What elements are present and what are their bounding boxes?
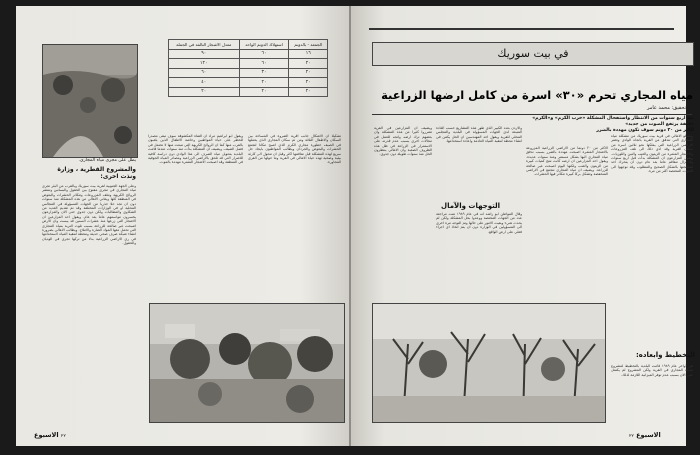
left-col-text-narrow: وعلى الجهة الجنوبية لقرية بيت سوريك وبالقرب من البئر تجري مياه المجاري في مجرى مفتوح بين الحقول والبساتين وتنتشر الروائح الكريهة وتتلف المزروعات وتتكاثر الحشرات والبعوض في المنطقة كلها ويعاني الاهالي من هذه المشكلة منذ سنوات دون ان تجد حلا جذريا من الجهات المسؤولة في المجالس المحلية او في الوزارات المختلفة وقد تم تقديم العديد من الشكاوى والمطالبات ولكن دون جدوى حتى الان والمزارعون يخسرون مواسمهم عاما بعد عام. ويقول احد المزارعين ان الاشجار التي زرعها منذ عشرات السنين قد يبست وان الارض اصبحت غير صالحة للزراعة بسبب تلوث التربة بمياه المجاري التي تحمل معها المواد الضارة والاملاح. ويطالب الاهالي بضرورة انشاء شبكة صرف صحي حديثة ومحطة لتنقية المياه لاستخدامها في ري الاراضي الزراعية بدلا من تركها تجري في الوديان والحقول. (42, 184, 136, 246)
table-cell: ١٢٠ (169, 59, 240, 69)
photo-caption: يطل على مجرى مياه المجاري. (78, 158, 136, 163)
deck-line: بعد اربع سنوات من الانتظار واستفحال المشكلة «خرب الكرم» و«الكرم» «فتقة يرتفع الصوت من جديد» (532, 116, 694, 127)
table-row (169, 49, 328, 59)
table-cell: ٦٠ (239, 59, 289, 69)
table-row (169, 59, 328, 69)
table-row (169, 78, 328, 88)
table-cell: ١٦ (289, 49, 328, 59)
table-cell: ٢٠ (169, 87, 240, 97)
table-cell: ٩٠ (169, 49, 240, 59)
left-footer (34, 431, 69, 439)
table-header: استهلاك الدونم الواحد (239, 40, 289, 50)
table-row (169, 68, 328, 78)
table-cell: ٢٠ (239, 87, 289, 97)
top-rule (369, 28, 674, 30)
subhead-directions: التوجهات والآمال (441, 202, 501, 210)
left-col-text-a: ويقول ابو ابراهيم مراد ان القناة المكشوفة سوف تبقى مصدرا للخطر على حياة المواطنين وخاصة الاطفال الذين يلعبون بالقرب منها كما ان الروائح الكريهة التي تنبعث منها لا تحتمل في فصل الصيف. ويضيف ان المشكلة بدأت منذ سنوات عندما قامت البلدية بتحويل مياه الصرف الى هذا الوادي دون دراسة كافية للاضرار التي قد تلحق بالاراضي الزراعية ومصادر المياه الجوفية في المنطقة وقد اصبحت الاشجار المثمرة مهددة بالموت. (148, 134, 243, 165)
footer-page-number: ٢٢ (629, 434, 634, 439)
article-byline: تحقيق: محمد عامر (646, 105, 686, 111)
table-cell: ٢٠ (289, 59, 328, 69)
table-cell: ٢٠ (289, 68, 328, 78)
left-page (16, 6, 351, 446)
magazine-spread (16, 6, 696, 446)
left-subhead: والمشروع القطرية ، وزارة ونذت اخرى: (57, 166, 136, 180)
table-cell: ٤٠ (169, 78, 240, 88)
table-cell: ٢٠ (239, 78, 289, 88)
damage-table (168, 39, 328, 97)
right-col-text-left: والاردن بعدد الكبير الذي طور هذه المشاريع حسب العادة المتبعة لدى الجهات المسؤولة في البلدية والمجلس المحلي للقرية ويقول احد المهندسين ان الحل يكمن في انشاء محطة لتنقية المياه العادمة واعادة استخدامها. (436, 126, 522, 144)
table-cell: ٣٠ (239, 68, 289, 78)
footer-logo: الاسبوع (636, 431, 661, 439)
field-photo-top-left (42, 44, 138, 158)
table-row (169, 87, 328, 97)
table-cell: ٦٠ (239, 49, 289, 59)
table-cell: ٢٠ (289, 87, 328, 97)
footer-page-number: ٢٢ (60, 434, 66, 439)
subhead-planning: التخطيط وابعاده: (636, 351, 696, 359)
section-banner: في بيت سوريك (372, 42, 694, 66)
table-cell: ٢٠ (289, 78, 328, 88)
deck-line: الكثر من ٢٠ دونم سوف تكون مهددة بالضرر (596, 128, 694, 133)
article-headline: مياه المجاري تحرم «٣٠» اسرة من كامل ارضها الزراعية (381, 88, 693, 102)
right-footer (626, 431, 661, 439)
right-col-text-middle: الاكثر من ٢٠ دونما من الاراضي الزراعية المزروعة بالاشجار المثمرة اصبحت مهددة بالضرر بسبب تدفق مياه المجاري اليها بشكل مستمر ومنذ سنوات عديدة. ويقول احد المزارعين ان ارضه كانت تنتج كميات كبيرة من الزيتون والعنب ولكنها اليوم اصبحت غير صالحة للزراعة. ويضيف ان مياه المجاري تتجمع في الاراضي المنخفضة وتشكل بركا كبيرة تتكاثر فيها الحشرات. (526, 146, 608, 177)
footer-logo: الاسبوع (34, 431, 59, 439)
table-cell: ٦٠ (169, 68, 240, 78)
article-deck (526, 116, 694, 134)
table-header: معدل الاشجار التالفة في الجملة (169, 40, 240, 50)
left-col-text-lower (149, 296, 343, 302)
trees-photo-right (372, 303, 606, 423)
headline-rule (372, 114, 692, 115)
right-col-text-inner: ويضيف ان المزارعين في القرية تضرروا كثيرا من هذه المشكلة وان بعضهم ترك ارضه واتجه للعمل في مجالات اخرى بسبب عدم قدرته على الاستمرار في الزراعة في ظل هذه الظروف الصعبة وان الاهالي ينتظرون الحل منذ سنوات طويلة دون جدوى. (374, 126, 432, 157)
table-header: الجمعة - بالدونم (289, 40, 328, 50)
left-col-text-b: تشكيلا ان الاشكال جانب اقرية الضروة في المساحة بين السكان والاطفال الثلاثة ومن ثم سكان المجاري الذي يحملها في الصيف خطورة مجاري الكرم الذي اصبح مكانا لتجمع الحشرات والبعوض والجرذان ويطالب المواطنون بايجاد حل سريع لهذه المشكلة قبل تفاقمها اكثر وقبل ان تتحول الى كارثة بيئية وصحية تهدد حياة الاهالي في القرية وما حولها من القرى المجاورة. (248, 134, 341, 165)
right-col-text-far-right: ويشكو الاهالي في قرية بيت سوريك من مشكلة مياه المجاري التي تتدفق من القرية باتجاه الوادي وتغمر الاراضي الزراعية التي يملكها نحو ثلاثين اسرة من سكان القرية وقد ادى ذلك الى تلف المزروعات والاشجار المثمرة من الزيتون والعنب والتين واللوزيات. ويقول المزارعون ان المشكلة بدأت قبل اربع سنوات ولا تزال تتفاقم عاما بعد عام دون ان يتحرك احد لمعالجتها بالشكل الصحيح والمطلوب وقد توجهوا الى الجهات المختصة اكثر من مرة. (611, 134, 693, 174)
trees-photo-left (149, 303, 345, 423)
right-col-text-bottom: في اواخر عام ١٩٨٩ قامت البلدية بالتخطيط لمشروع شبكة المجاري في القرية ولكن المشروع لم يكتمل حتى الان بسبب عدم توفر الميزانية اللازمة لذلك. (611, 364, 693, 377)
right-col-text-left-lower: وقال المواطن ابو راشد انه في عام ١٩٨٩ تمت مراجعة عدد من الجهات المختصة ووعدوا بحل المشكلة ولكن لم يحدث شيء وبقيت الامور على حالها وتم التوجه مرة اخرى الى المسؤولين في الوزارة دون ان يتم اتخاذ اي اجراء فعلي على ارض الواقع. (436, 212, 522, 234)
